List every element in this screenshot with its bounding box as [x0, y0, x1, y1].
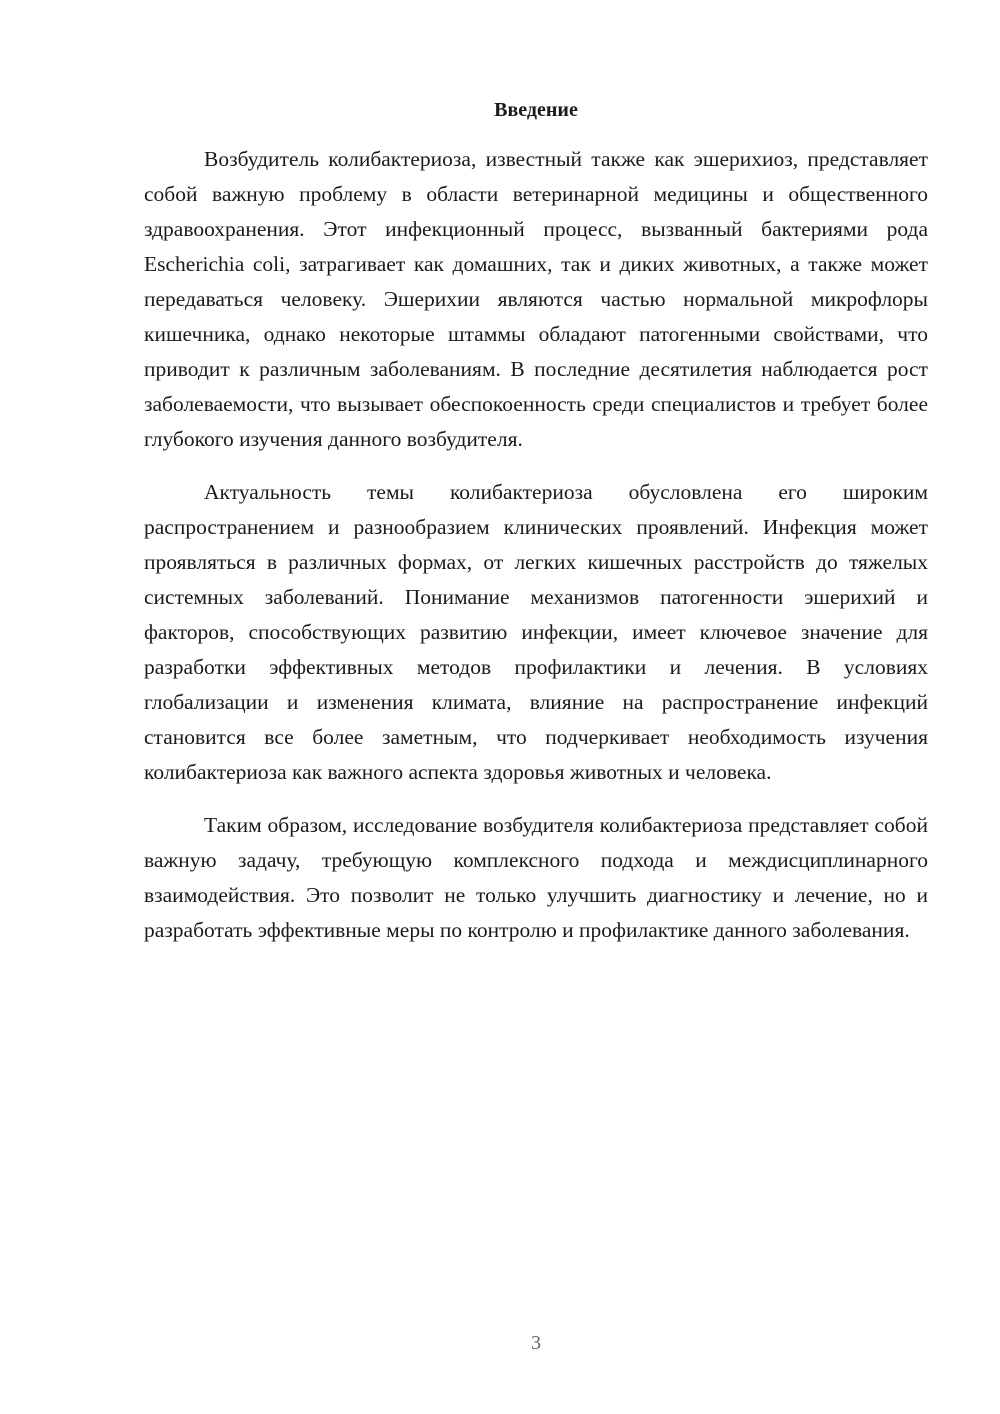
page-number: 3: [531, 1332, 541, 1354]
page-title: Введение: [494, 99, 578, 121]
paragraph-relevance: Актуальность темы колибактериоза обусловлена его широким распространением и разнообразием клинических проявлений. Инфекция может проявляться в различных формах, от легких кишечных расстройств до тяжелых системных заболеваний. Понимание механизмов патогенности эшерихий и факторов, способствующих развитию инфекции, имеет ключевое значение для разработки эффективных методов профилактики и лечения. В условиях глобализации и изменения климата, влияние на распространение инфекций становится все более заметным, что подчеркивает необходимость изучения колибактериоза как важного аспекта здоровья животных и человека.: [144, 480, 928, 784]
paragraph-intro: Возбудитель колибактериоза, известный также как эшерихиоз, представляет собой важную проблему в области ветеринарной медицины и общественного здравоохранения. Этот инфекционный процесс, вызванный бактериями рода Escherichia coli, затрагивает как домашних, так и диких животных, а также может передаваться человеку. Эшерихии являются частью нормальной микрофлоры кишечника, однако некоторые штаммы обладают патогенными свойствами, что приводит к различным заболеваниям. В последние десятилетия наблюдается рост заболеваемости, что вызывает обеспокоенность среди специалистов и требует более глубокого изучения данного возбудителя.: [144, 147, 928, 451]
paragraph-conclusion: Таким образом, исследование возбудителя колибактериоза представляет собой важную задачу, требующую комплексного подхода и междисциплинарного взаимодействия. Это позволит не только улучшить диагностику и лечение, но и разработать эффективные меры по контролю и профилактике данного заболевания.: [144, 813, 928, 942]
document-body: [144, 142, 928, 966]
